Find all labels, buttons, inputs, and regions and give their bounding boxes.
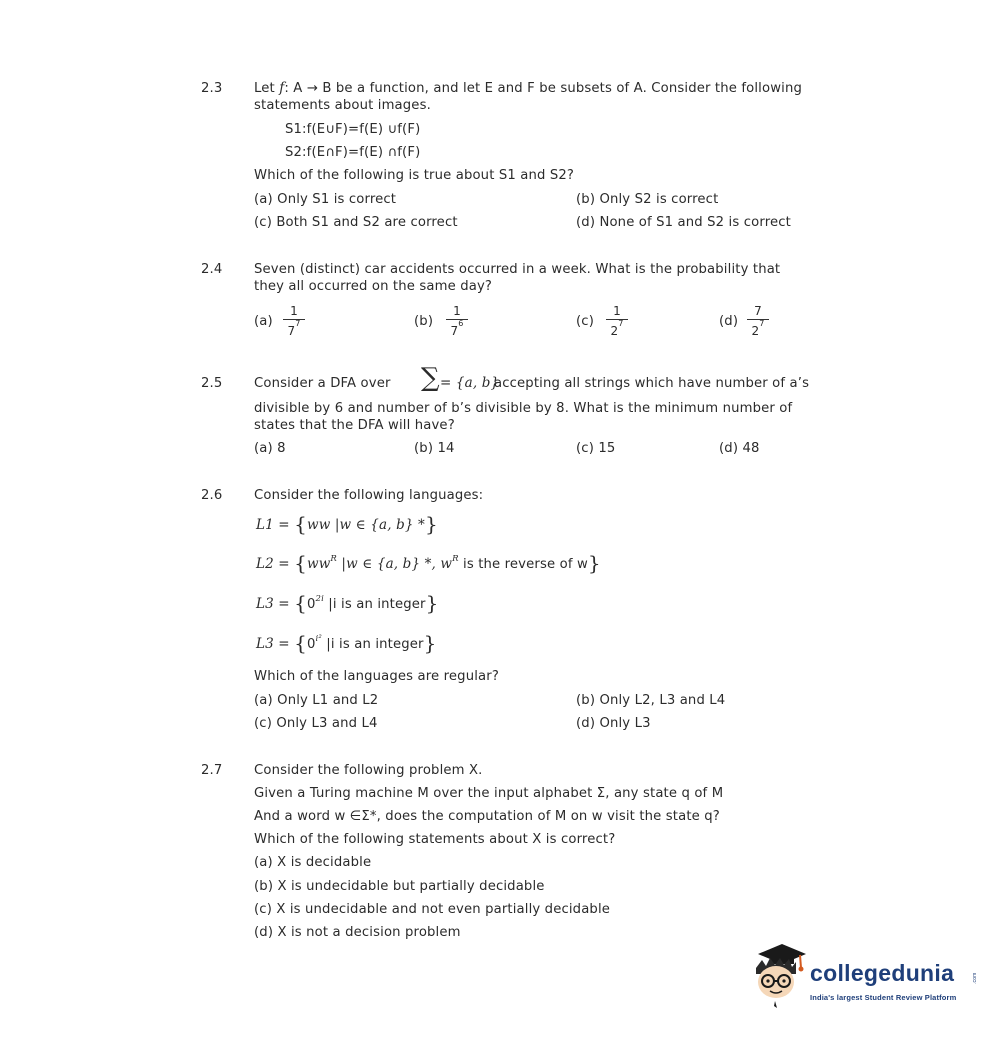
logo-domain: .com — [972, 972, 978, 984]
question-text-line: accepting all strings which have number of a’s — [494, 376, 810, 391]
statement-s1: S1:f(E∪F)=f(E) ∪f(F) — [285, 122, 421, 137]
option-a-label: (a) — [254, 314, 273, 329]
language-description: |i is an integer — [321, 637, 424, 652]
language-name: L1 = — [256, 517, 290, 533]
question-number: 2.3 — [201, 81, 223, 96]
language-name: L3 = — [256, 636, 290, 652]
open-brace: { — [294, 631, 307, 655]
option-d: (d) X is not a decision problem — [254, 925, 461, 940]
denominator-base: 7 — [287, 324, 296, 338]
language-l3 — [256, 593, 438, 613]
language-name: L3 = — [256, 596, 290, 612]
base-symbol: 0 — [306, 637, 316, 652]
language-l4 — [256, 633, 436, 653]
option-b: (b) Only S2 is correct — [576, 192, 719, 207]
question-text-line: Given a Turing machine M over the input alphabet Σ, any state q of M — [254, 786, 724, 801]
base-symbol: 0 — [306, 597, 316, 612]
option-a: (a) 8 — [254, 441, 286, 456]
close-brace: } — [587, 551, 601, 575]
option-a-fraction — [283, 304, 305, 338]
option-d: (d) Only L3 — [576, 716, 651, 731]
denominator — [446, 321, 468, 338]
language-l2 — [256, 553, 601, 573]
question-prompt: Which of the following statements about X is correct? — [254, 832, 616, 847]
question-text-line: divisible by 6 and number of b’s divisible by 8. What is the minimum number of — [254, 401, 793, 416]
option-d-label: (d) — [719, 314, 739, 329]
question-number: 2.6 — [201, 488, 223, 503]
option-b-fraction — [446, 304, 468, 338]
question-text-line: they all occurred on the same day? — [254, 279, 493, 294]
close-brace: } — [424, 512, 438, 536]
language-name: L2 = — [256, 556, 290, 572]
denominator — [606, 321, 628, 338]
mascot-icon — [748, 938, 808, 1012]
option-a: (a) Only L1 and L2 — [254, 693, 379, 708]
question-text-line: Seven (distinct) car accidents occurred in a week. What is the probability that — [254, 262, 781, 277]
language-term: ww — [306, 556, 331, 572]
question-text-line: Consider a DFA over — [254, 376, 391, 391]
open-brace: { — [294, 591, 307, 615]
statement-s2: S2:f(E∩F)=f(E) ∩f(F) — [285, 145, 421, 160]
open-brace: { — [294, 512, 307, 536]
superscript: i² — [315, 634, 322, 644]
option-b: (b) X is undecidable but partially decidable — [254, 879, 545, 894]
denominator — [283, 321, 305, 338]
denominator-exponent: 7 — [759, 319, 765, 328]
option-a: (a) Only S1 is correct — [254, 192, 397, 207]
option-c-label: (c) — [576, 314, 594, 329]
text-fragment: Let — [254, 81, 275, 96]
option-d: (d) None of S1 and S2 is correct — [576, 215, 791, 230]
option-c: (c) 15 — [576, 441, 616, 456]
question-number: 2.5 — [201, 376, 223, 391]
logo-wordmark: collegedunia — [810, 960, 955, 986]
option-b: (b) Only L2, L3 and L4 — [576, 693, 726, 708]
fraction-bar — [283, 319, 305, 320]
numerator: 7 — [754, 304, 762, 318]
question-prompt: Which of the following is true about S1 and S2? — [254, 168, 575, 183]
collegedunia-logo[interactable] — [748, 938, 978, 1018]
superscript: R — [452, 554, 459, 564]
option-c: (c) X is undecidable and not even partially decidable — [254, 902, 611, 917]
option-b-label: (b) — [414, 314, 434, 329]
denominator-base: 2 — [751, 324, 760, 338]
denominator-base: 7 — [450, 324, 459, 338]
question-prompt: Which of the languages are regular? — [254, 669, 499, 684]
option-c-fraction — [606, 304, 628, 338]
denominator-exponent: 6 — [458, 319, 464, 328]
question-number: 2.4 — [201, 262, 223, 277]
denominator — [747, 321, 769, 338]
denominator-exponent: 7 — [618, 319, 624, 328]
close-brace: } — [425, 591, 439, 615]
option-c: (c) Only L3 and L4 — [254, 716, 378, 731]
language-definition: ww |w ∈ {a, b} * — [306, 517, 425, 533]
math-symbol: f — [279, 80, 285, 96]
numerator: 1 — [290, 304, 298, 318]
option-c: (c) Both S1 and S2 are correct — [254, 215, 458, 230]
question-text-line: statements about images. — [254, 98, 431, 113]
language-description: is the reverse of w — [458, 557, 588, 572]
superscript: 2i — [315, 594, 324, 604]
close-brace: } — [423, 631, 437, 655]
open-brace: { — [294, 551, 307, 575]
fraction-bar — [747, 319, 769, 320]
option-a: (a) X is decidable — [254, 855, 372, 870]
numerator: 1 — [453, 304, 461, 318]
fraction-bar — [446, 319, 468, 320]
question-number: 2.7 — [201, 763, 223, 778]
option-d-fraction — [747, 304, 769, 338]
fraction-bar — [606, 319, 628, 320]
option-d: (d) 48 — [719, 441, 760, 456]
option-b: (b) 14 — [414, 441, 455, 456]
sigma-symbol — [421, 363, 440, 393]
language-description: |i is an integer — [323, 597, 426, 612]
language-l1 — [256, 514, 438, 534]
denominator-base: 2 — [610, 324, 619, 338]
superscript: R — [330, 554, 337, 564]
alphabet-set: = {a, b} — [440, 375, 500, 391]
denominator-exponent: 7 — [295, 319, 301, 328]
question-text-line: Consider the following problem X. — [254, 763, 483, 778]
numerator: 1 — [613, 304, 621, 318]
question-intro: Consider the following languages: — [254, 488, 484, 503]
sigma-glyph: ∑ — [421, 363, 440, 393]
logo-tagline: India's largest Student Review Platform — [810, 993, 957, 1002]
question-text-line: states that the DFA will have? — [254, 418, 455, 433]
question-text-line: And a word w ∈Σ*, does the computation of M on w visit the state q? — [254, 809, 720, 824]
question-text-line — [254, 80, 802, 97]
language-definition: |w ∈ {a, b} *, w — [336, 556, 453, 572]
text-fragment: : A → B be a function, and let E and F be subsets of A. Consider the following — [284, 81, 802, 96]
